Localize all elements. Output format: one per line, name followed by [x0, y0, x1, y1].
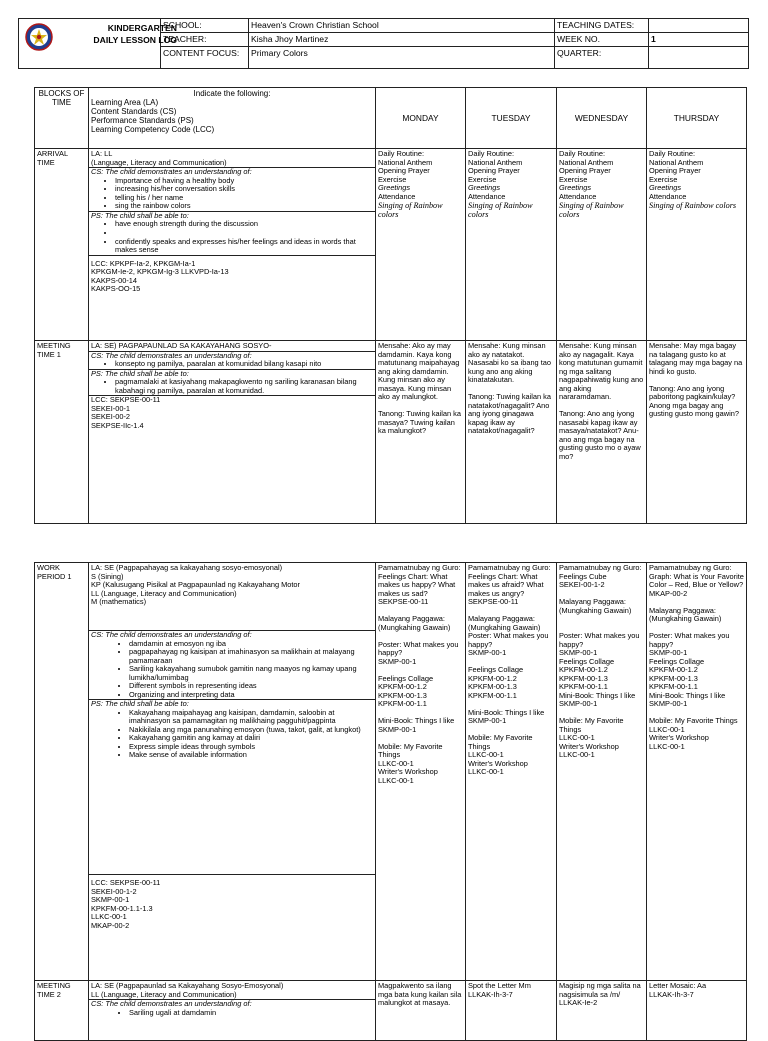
work1-cs-item: • pagpapahayag ng kaisipan at imahinasyon sa malikhain at malayang pamamaraan: [129, 648, 373, 665]
work1-tuesday: Pamamatnubay ng Guro: Feelings Chart: What makes us afraid? What makes us angry? SEKPSE-00-11 Malayang Paggawa: (Mungkahing Gawain) Poster: What makes you happy? SKMP-00-1 Feelings Collage KPKFM-00-1.2 KPKFM-00-1.3 KPKFM-00-1.1 Mini-Book: Things I like SKMP-00-1 Mobile: My Favorite Things LLKC-00-1 Writer's Workshop LLKC-00-1: [466, 563, 557, 981]
document-title: [59, 22, 177, 46]
meeting1-la: LA: SE) PAGPAPAUNLAD SA KAKAYAHANG SOSYO-: [91, 341, 272, 350]
meeting-time-1-row: [35, 341, 747, 524]
teaching-dates-label: TEACHING DATES:: [555, 19, 649, 33]
greetings-text: Greetings: [649, 183, 682, 192]
meeting2-cs: [89, 999, 375, 1017]
greetings-text: Greetings: [468, 183, 501, 192]
header-logo-cell: [19, 19, 177, 69]
meeting1-ps: [89, 369, 375, 396]
monday-header: MONDAY: [376, 88, 466, 149]
meeting2-monday: Magpakwento sa ilang mga bata kung kailan sila malungkot at masaya.: [376, 981, 466, 1041]
work1-la: LA: SE (Pagpapahayag sa kakayahang sosyo-emosyonal) S (Sining) KP (Kalusugang Pisikal at Pagpapaunlad ng Kakayahang Motor LL (Language, Literacy and Communication) M (mathematics): [91, 563, 300, 606]
attendance-text: Attendance: [378, 191, 416, 201]
work1-ps-intro: PS: The child shall be able to:: [91, 699, 189, 708]
work1-cs-intro: CS: The child demonstrates an understanding of:: [91, 630, 252, 639]
week-value: 1: [649, 33, 749, 47]
work1-ps: [89, 699, 375, 874]
meeting1-standards: [89, 341, 376, 524]
meeting1-wednesday: Mensahe: Kung minsan ako ay nagagalit. Kaya kong matutunan gumamit ng mga salitang nagpapahiwatig kung ano ang aking nararamdaman. Tanong: Ano ang iyong nasasabi kapag ikaw ay masaya/natatakot? Anu-ano ang mga bagay na gusting gusto mo o ayaw mo?: [557, 341, 647, 524]
arrival-block: ARRIVAL TIME: [35, 149, 89, 341]
teaching-dates-value: [649, 19, 749, 33]
arrival-ps: [89, 211, 375, 255]
meeting2-wednesday: Magisip ng mga salita na nagsisimula sa /m/ LLKAK-Ie-2: [557, 981, 647, 1041]
arrival-wednesday: [557, 149, 647, 341]
work1-cs-item: • Sariling kakayahang sumubok gamitin nang maayos ng kamay upang lumikha/lumimbag: [129, 665, 373, 682]
meeting1-ps-item: • pagmamalaki at kasiyahang makapagkwento ng sariling karanasan bilang kabahagi ng pamilya, paaralan at komunidad.: [115, 378, 373, 395]
meeting2-cs-intro: CS: The child demonstrates an understanding of:: [91, 999, 252, 1008]
meeting1-block: MEETING TIME 1: [35, 341, 89, 524]
meeting1-lcc: LCC: SEKPSE-00-11 SEKEI-00-1 SEKEI-00-2 SEKPSE-IIc-1.4: [89, 395, 375, 430]
meeting-time-2-row: [35, 981, 747, 1041]
arrival-ps-intro: PS: The child shall be able to:: [91, 210, 189, 220]
meeting2-la: LA: SE (Pagpapaunlad sa Kakayahang Sosyo-Emosyonal) LL (Language, Literacy and Communication): [91, 981, 284, 999]
work1-wednesday: Pamamatnubay ng Guro: Feelings Cube SEKEI-00-1-2 Malayang Paggawa: (Mungkahing Gawain) Poster: What makes you happy? SKMP-00-1 Feelings Collage KPKFM-00-1.2 KPKFM-00-1.3 KPKFM-00-1.1 Mini-Book: Things I like SKMP-00-1 Mobile: My Favorite Things LLKC-00-1 Writer's Workshop LLKC-00-1: [557, 563, 647, 981]
work-period-1-row: [35, 563, 747, 981]
work1-cs-item: • Different symbols in representing ideas: [129, 682, 373, 691]
arrival-time-row: [35, 149, 747, 341]
work1-thursday: Pamamatnubay ng Guro: Graph: What is Your Favorite Color – Red, Blue or Yellow? MKAP-00-2 Malayang Paggawa: (Mungkahing Gawain) Poster: What makes you happy? SKMP-00-1 Feelings Collage KPKFM-00-1.2 KPKFM-00-1.3 KPKFM-00-1.1 Mini-Book: Things I like SKMP-00-1 Mobile: My Favorite Things LLKC-00-1 Writer's Workshop LLKC-00-1: [647, 563, 747, 981]
meeting2-standards: [89, 981, 376, 1041]
arrival-cs: [89, 167, 375, 211]
teacher-value: Kisha Jhoy Martinez: [249, 33, 555, 47]
arrival-monday: [376, 149, 466, 341]
content-focus-label: CONTENT FOCUS:: [161, 47, 249, 69]
wednesday-header: WEDNESDAY: [557, 88, 647, 149]
school-label: SCHOOL:: [161, 19, 249, 33]
singing-text: Singing of Rainbow colors: [559, 201, 624, 219]
meeting1-cs-item: • konsepto ng pamilya, paaralan at komunidad bilang kasapi nito: [115, 360, 373, 369]
meeting1-tuesday: Mensahe: Kung minsan ako ay natatakot. Nasasabi ko sa ibang tao kung ano ang aking kinatatakutan. Tanong: Tuwing kailan ka natatakot/nagagalit? Ano ang iyong ginagawa kapag ikaw ay natatakot/nagagalit?: [466, 341, 557, 524]
title-line-2: DAILY LESSON LOG: [93, 35, 177, 45]
work1-ps-item: • Kakayahang gamitin ang kamay at daliri: [129, 734, 373, 743]
indicate-header: [89, 88, 376, 149]
arrival-ps-item: • confidently speaks and expresses his/her feelings and ideas in words that makes sense: [115, 238, 373, 255]
greetings-text: Greetings: [559, 183, 592, 192]
tuesday-header: TUESDAY: [466, 88, 557, 149]
arrival-cs-item: • telling his / her name: [115, 194, 373, 203]
routine-text: Daily Routine: National Anthem Opening Prayer Exercise: [559, 149, 614, 184]
content-focus-value: Primary Colors: [249, 47, 555, 69]
singing-text: Singing of Rainbow colors: [649, 201, 737, 210]
work1-monday: Pamamatnubay ng Guro: Feelings Chart: What makes us happy? What makes us sad? SEKPSE-00-11 Malayang Paggawa: (Mungkahing Gawain) Poster: What makes you happy? SKMP-00-1 Feelings Collage KPKFM-00-1.2 KPKFM-00-1.3 KPKFM-00-1.1 Mini-Book: Things I like SKMP-00-1 Mobile: My Favorite Things LLKC-00-1 Writer's Workshop LLKC-00-1: [376, 563, 466, 981]
quarter-label: QUARTER:: [555, 47, 649, 69]
meeting2-thursday: Letter Mosaic: Aa LLKAK-Ih-3-7: [647, 981, 747, 1041]
arrival-lcc: LCC: KPKPF-Ia-2, KPKGM-Ia-1 KPKGM-Ie-2, KPKGM-Ig-3 LLKVPD-Ia-13 KAKPS-00-14 KAKPS-OO-15: [89, 255, 375, 294]
work1-cs-item: • Organizing and interpreting data: [129, 691, 373, 700]
work1-block: WORK PERIOD 1: [35, 563, 89, 981]
lesson-table-2: [34, 562, 747, 1041]
quarter-value: [649, 47, 749, 69]
work1-ps-item: • Express simple ideas through symbols: [129, 743, 373, 752]
attendance-text: Attendance: [649, 191, 687, 201]
meeting1-monday: Mensahe: Ako ay may damdamin. Kaya kong matutunang maipahayag ang aking damdamin. Kung minsan ako ay masaya. Kung minsan ako ay malungkot. Tanong: Tuwing kailan ka masaya? Tuwing kailan ka malungkot?: [376, 341, 466, 524]
work1-ps-item: • Make sense of available information: [129, 751, 373, 760]
meeting2-block: MEETING TIME 2: [35, 981, 89, 1041]
arrival-ps-item: • have enough strength during the discussion: [115, 220, 373, 229]
arrival-standards: [89, 149, 376, 341]
title-line-1: KINDERGARTEN: [107, 23, 177, 33]
singing-text: Singing of Rainbow colors: [378, 201, 443, 219]
work1-cs-item: • damdamin at emosyon ng iba: [129, 640, 373, 649]
meeting2-cs-item: • Sariling ugali at damdamin: [129, 1009, 373, 1018]
singing-text: Singing of Rainbow colors: [468, 201, 533, 219]
column-header-row: [35, 88, 747, 149]
arrival-la: LA: LL: [91, 149, 113, 158]
work1-standards: [89, 563, 376, 981]
meeting1-thursday: Mensahe: May mga bagay na talagang gusto ko at talagang may mga bagay na hindi ko gusto. Tanong: Ano ang iyong paboritong pagkain/kulay? Anong mga bagay ang gusting gusto mong gawin?: [647, 341, 747, 524]
arrival-la-full: (Language, Literacy and Communication): [91, 157, 227, 167]
deped-seal-icon: [25, 23, 53, 51]
teacher-label: TEACHER:: [161, 33, 249, 47]
meeting1-cs-intro: CS: The child demonstrates an understanding of:: [91, 350, 252, 360]
lesson-table-1: [34, 87, 747, 524]
meeting1-ps-intro: PS: The child shall be able to:: [91, 368, 189, 378]
attendance-text: Attendance: [559, 191, 597, 201]
routine-text: Daily Routine: National Anthem Opening Prayer Exercise: [649, 149, 704, 184]
work1-ps-item: • Nakikilala ang mga panunahing emosyon (tuwa, takot, galit, at lungkot): [129, 726, 373, 735]
routine-text: Daily Routine: National Anthem Opening Prayer Exercise: [468, 149, 523, 184]
work1-cs: [89, 630, 375, 699]
week-label: WEEK NO.: [555, 33, 649, 47]
meeting1-cs: [89, 351, 375, 369]
header-table: [18, 18, 749, 69]
attendance-text: Attendance: [468, 191, 506, 201]
arrival-cs-item: • sing the rainbow colors: [115, 202, 373, 211]
arrival-thursday: [647, 149, 747, 341]
school-value: Heaven's Crown Christian School: [249, 19, 555, 33]
arrival-cs-item: • Importance of having a healthy body: [115, 177, 373, 186]
arrival-tuesday: [466, 149, 557, 341]
indicate-title: Indicate the following:: [193, 89, 271, 98]
greetings-text: Greetings: [378, 183, 411, 192]
blocks-of-time-header: BLOCKS OF TIME: [35, 88, 89, 149]
work1-ps-item: • Kakayahang maipahayag ang kaisipan, damdamin, saloobin at imahinasyon sa pamamagitan ng malikhaing pagguhit/pagpinta: [129, 709, 373, 726]
arrival-cs-item: • increasing his/her conversation skills: [115, 185, 373, 194]
indicate-items: Learning Area (LA) Content Standards (CS) Performance Standards (PS) Learning Competency Code (LCC): [91, 98, 215, 134]
work1-lcc: LCC: SEKPSE-00-11 SEKEI-00-1-2 SKMP-00-1 KPKFM-00-1.1-1.3 LLKC-00-1 MKAP-00-2: [89, 874, 375, 930]
meeting2-tuesday: Spot the Letter Mm LLKAK-Ih-3-7: [466, 981, 557, 1041]
arrival-cs-intro: CS: The child demonstrates an understanding of:: [91, 167, 252, 176]
routine-text: Daily Routine: National Anthem Opening Prayer Exercise: [378, 149, 433, 184]
thursday-header: THURSDAY: [647, 88, 747, 149]
